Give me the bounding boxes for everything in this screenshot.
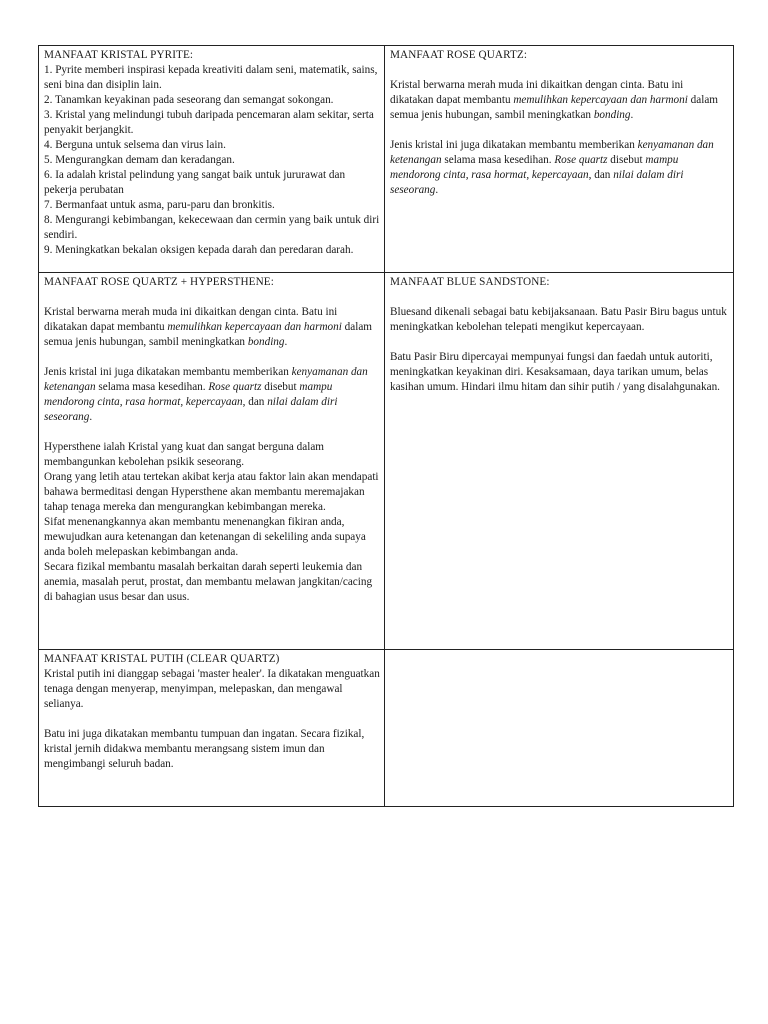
rose-quartz-cell xyxy=(385,46,734,273)
clear-quartz-heading: MANFAAT KRISTAL PUTIH (CLEAR QUARTZ) xyxy=(44,653,280,665)
rose-quartz-heading: MANFAAT ROSE QUARTZ: xyxy=(390,49,528,61)
pyrite-item: 9. Meningkatkan bekalan oksigen kepada darah dan peredaran darah. xyxy=(44,244,354,256)
pyrite-item: 7. Bermanfaat untuk asma, paru-paru dan bronkitis. xyxy=(44,199,275,211)
rose-hypersthene-paragraph: Kristal berwarna merah muda ini dikaitkan dengan cinta. Batu ini dikatakan dapat membantu memulihkan kepercayaan dan harmoni dalam semua jenis hubungan, sambil meningkatkan bonding. xyxy=(44,306,372,348)
pyrite-item: 2. Tanamkan keyakinan pada seseorang dan semangat sokongan. xyxy=(44,94,334,106)
crystal-benefits-table xyxy=(38,45,734,807)
pyrite-item: 3. Kristal yang melindungi tubuh daripada pencemaran alam sekitar, serta penyakit berjangkit. xyxy=(44,109,374,136)
rose-hypersthene-cell xyxy=(39,273,385,650)
clear-quartz-cell xyxy=(39,650,385,807)
blue-sandstone-cell xyxy=(385,273,734,650)
hypersthene-paragraph: Secara fizikal membantu masalah berkaitan darah seperti leukemia dan anemia, masalah perut, prostat, dan membantu melawan jangkitan/cacing di bahagian usus besar dan usus. xyxy=(44,561,373,603)
table-row xyxy=(39,650,734,807)
hypersthene-paragraph: Orang yang letih atau tertekan akibat kerja atau faktor lain akan mendapati bahawa bermeditasi dengan Hypersthene akan membantu meremajakan tahap tenaga mereka dan mengurangkan kebimbangan mereka. xyxy=(44,471,379,513)
rose-quartz-paragraph: Kristal berwarna merah muda ini dikaitkan dengan cinta. Batu ini dikatakan dapat membantu memulihkan kepercayaan dan harmoni dalam semua jenis hubungan, sambil meningkatkan bonding. xyxy=(390,79,718,121)
blue-sandstone-heading: MANFAAT BLUE SANDSTONE: xyxy=(390,276,550,288)
pyrite-item: 6. Ia adalah kristal pelindung yang sangat baik untuk jururawat dan pekerja perubatan xyxy=(44,169,346,196)
rose-hypersthene-heading: MANFAAT ROSE QUARTZ + HYPERSTHENE: xyxy=(44,276,274,288)
clear-quartz-paragraph: Kristal putih ini dianggap sebagai 'master healer'. Ia dikatakan menguatkan tenaga dengan menyerap, menyimpan, melepaskan, dan mengawal selianya. xyxy=(44,668,380,710)
blue-sandstone-paragraph: Bluesand dikenali sebagai batu kebijaksanaan. Batu Pasir Biru bagus untuk meningkatkan kebolehan telepati mengikut kepercayaan. xyxy=(390,306,727,333)
pyrite-item: 5. Mengurangkan demam dan keradangan. xyxy=(44,154,235,166)
table-row xyxy=(39,46,734,273)
pyrite-item: 8. Mengurangi kebimbangan, kekecewaan dan cermin yang baik untuk diri sendiri. xyxy=(44,214,380,241)
empty-cell xyxy=(385,650,734,807)
pyrite-item: 1. Pyrite memberi inspirasi kepada kreativiti dalam seni, matematik, sains, seni bina dan disiplin lain. xyxy=(44,64,378,91)
clear-quartz-paragraph: Batu ini juga dikatakan membantu tumpuan dan ingatan. Secara fizikal, kristal jernih didakwa membantu merangsang sistem imun dan mengimbangi seluruh badan. xyxy=(44,728,365,770)
table-row xyxy=(39,273,734,650)
rose-hypersthene-paragraph: Jenis kristal ini juga dikatakan membantu memberikan kenyamanan dan ketenangan selama masa kesedihan. Rose quartz disebut mampu mendorong cinta, rasa hormat, kepercayaan, dan nilai dalam diri seseorang. xyxy=(44,366,368,423)
pyrite-item: 4. Berguna untuk selsema dan virus lain. xyxy=(44,139,226,151)
rose-quartz-paragraph: Jenis kristal ini juga dikatakan membantu memberikan kenyamanan dan ketenangan selama masa kesedihan. Rose quartz disebut mampu mendorong cinta, rasa hormat, kepercayaan, dan nilai dalam diri seseorang. xyxy=(390,139,714,196)
pyrite-cell xyxy=(39,46,385,273)
pyrite-heading: MANFAAT KRISTAL PYRITE: xyxy=(44,49,194,61)
hypersthene-paragraph: Hypersthene ialah Kristal yang kuat dan sangat berguna dalam membangunkan kebolehan psikik seseorang. xyxy=(44,441,325,468)
blue-sandstone-paragraph: Batu Pasir Biru dipercayai mempunyai fungsi dan faedah untuk autoriti, meningkatkan keyakinan diri. Kesaksamaan, daya tarikan umum, belas kasihan umum. Hindari ilmu hitam dan sihir putih / yang disalahgunakan. xyxy=(390,351,720,393)
hypersthene-paragraph: Sifat menenangkannya akan membantu menenangkan fikiran anda, mewujudkan aura ketenangan dan ketenangan di sekeliling anda supaya anda boleh melepaskan kebimbangan anda. xyxy=(44,516,366,558)
